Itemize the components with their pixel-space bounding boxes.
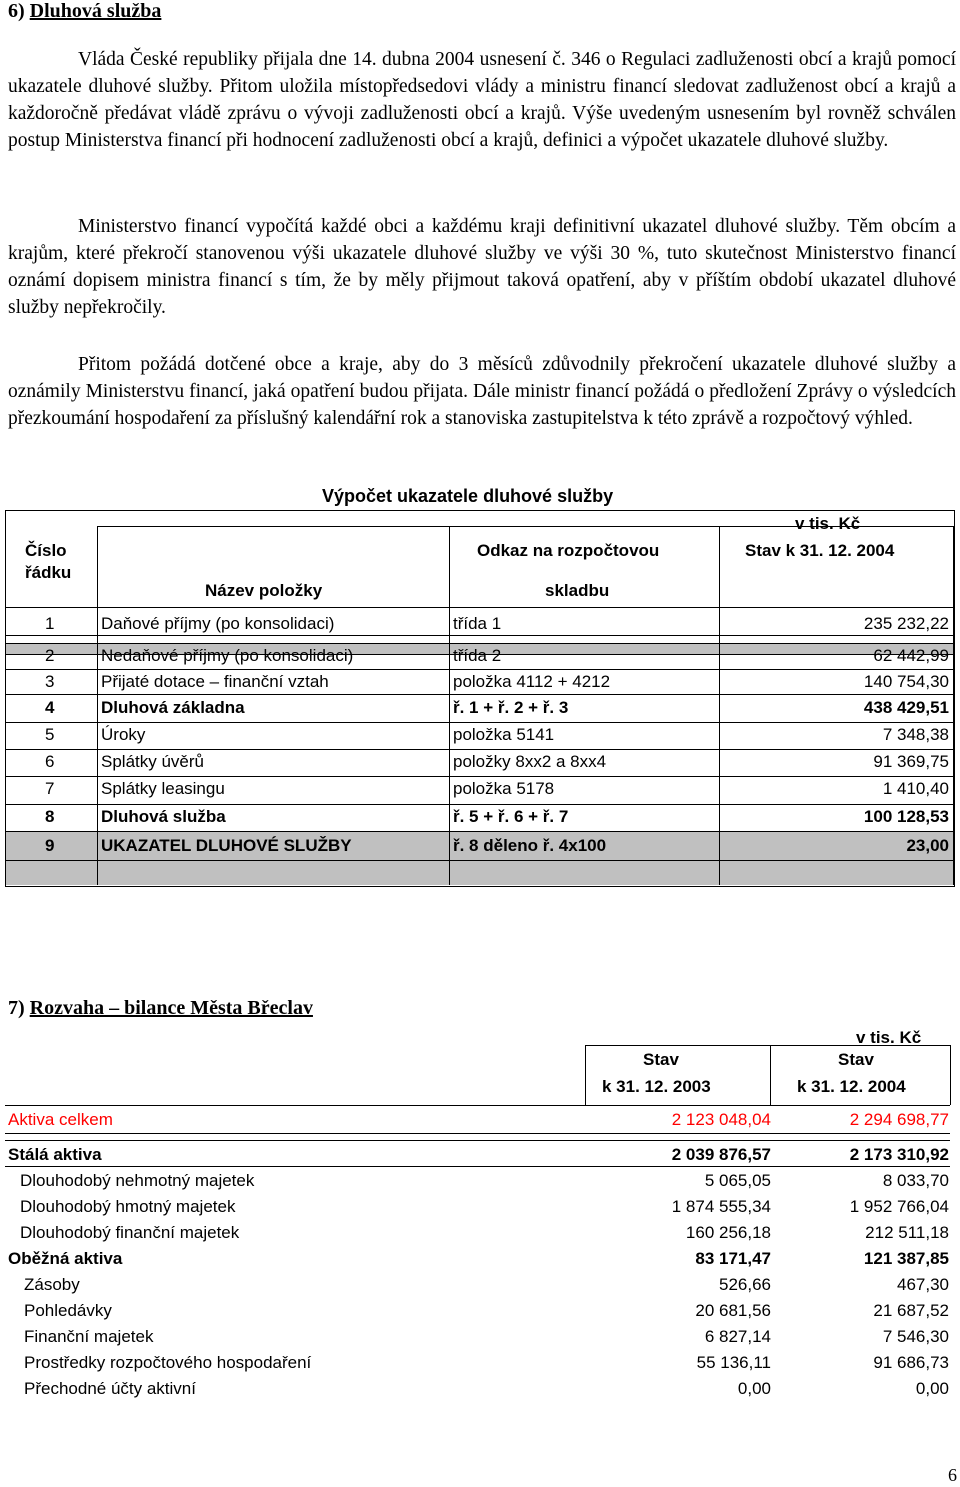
row-name: Dluhová služba xyxy=(101,807,226,826)
balance-table xyxy=(0,1040,960,1420)
row-value: 438 429,51 xyxy=(863,698,949,717)
col-line-4 xyxy=(953,526,954,885)
row-value: 62 442,99 xyxy=(873,646,949,665)
row-number: 4 xyxy=(45,698,55,717)
balance-row xyxy=(6,1246,951,1272)
row-number: 7 xyxy=(45,779,55,798)
balance-row-value-2004: 7 546,30 xyxy=(882,1327,949,1346)
header-top-line xyxy=(97,526,953,527)
balance-row-value-2003: 160 256,18 xyxy=(685,1223,771,1242)
paragraph-1: Vláda České republiky přijala dne 14. dubna 2004 usnesení č. 346 o Regulaci zadluženosti obcí a krajů pomocí ukazatele dluhové služby. Přitom uložila místopředsedovi vlády a ministru financí sledovat zadluženost obcí a krajů a každoročně předávat vládě zprávu o vývoji zadluženosti obcí a krajů. Výše uvedeným usnesením byl rovněž schválen postup Ministerstva financí při hodnocení zadluženosti obcí a krajů, definici a výpočet ukazatele dluhové služby. xyxy=(8,49,956,151)
balance-row-value-2003: 2 123 048,04 xyxy=(671,1110,771,1129)
row-reference: položka 4112 + 4212 xyxy=(453,672,611,691)
row-value: 91 369,75 xyxy=(873,752,949,771)
balance-row-label: Stálá aktiva xyxy=(8,1145,102,1164)
section-7-title: Rozvaha – bilance Města Břeclav xyxy=(29,997,313,1019)
section-7-heading xyxy=(8,997,313,1020)
page-number: 6 xyxy=(948,1465,957,1485)
row-reference: třída 2 xyxy=(453,646,502,665)
row-number: 3 xyxy=(45,672,55,691)
balance-col1-a: Stav xyxy=(643,1050,679,1069)
balance-col1-b: k 31. 12. 2003 xyxy=(602,1077,711,1096)
row-value: 1 410,40 xyxy=(882,779,949,798)
balance-row-value-2003: 6 827,14 xyxy=(704,1327,771,1346)
debt-table xyxy=(5,510,955,887)
row-number: 9 xyxy=(45,836,55,855)
balance-row-value-2004: 91 686,73 xyxy=(873,1353,949,1372)
balance-row xyxy=(6,1194,951,1220)
row-number: 8 xyxy=(45,807,55,826)
balance-row-value-2004: 212 511,18 xyxy=(865,1223,949,1242)
row-reference: ř. 5 + ř. 6 + ř. 7 xyxy=(453,807,569,826)
balance-row-label: Oběžná aktiva xyxy=(8,1249,123,1268)
row-reference: položky 8xx2 a 8xx4 xyxy=(453,752,607,771)
balance-row xyxy=(6,1376,951,1402)
balance-row-label: Dlouhodobý hmotný majetek xyxy=(20,1197,236,1216)
row-name: Úroky xyxy=(101,725,146,744)
balance-row-value-2004: 467,30 xyxy=(897,1275,949,1294)
header-state: Stav k 31. 12. 2004 xyxy=(745,541,895,560)
section-7-number: 7) xyxy=(8,997,25,1019)
row-name: Dluhová základna xyxy=(101,698,245,717)
row-value: 100 128,53 xyxy=(863,807,949,826)
row-number: 1 xyxy=(45,614,55,633)
balance-row xyxy=(6,1298,951,1324)
balance-row-value-2004: 21 687,52 xyxy=(873,1301,949,1320)
balance-row-value-2003: 526,66 xyxy=(719,1275,771,1294)
row-name: Přijaté dotace – finanční vztah xyxy=(101,672,329,691)
balance-row-label: Aktiva celkem xyxy=(8,1110,113,1129)
header-name: Název položky xyxy=(205,581,323,600)
row-value: 235 232,22 xyxy=(863,614,949,633)
row-reference: ř. 8 děleno ř. 4x100 xyxy=(453,836,607,855)
balance-row-label: Dlouhodobý nehmotný majetek xyxy=(20,1171,255,1190)
paragraph-2: Ministerstvo financí vypočítá každé obci a každému kraji definitivní ukazatel dluhové služby. Těm obcím a krajům, které překročí stanovenou výši ukazatele dluhové služby ve výši 30 %, tuto skutečnost Ministerstvo financí oznámí dopisem ministra financí s tím, že by měly přijmout taková opatření, aby v příštím období ukazatel dluhové služby nepřekročily. xyxy=(8,216,956,318)
balance-header-top xyxy=(585,1045,950,1046)
balance-row-value-2003: 20 681,56 xyxy=(695,1301,771,1320)
section-6-heading xyxy=(8,0,161,23)
row-value: 140 754,30 xyxy=(863,672,949,691)
row-reference: položka 5141 xyxy=(453,725,555,744)
row-name: Splátky leasingu xyxy=(101,779,225,798)
header-row-no-1: Číslo xyxy=(25,541,67,560)
header-bottom-line xyxy=(5,607,953,608)
row-name: Nedaňové příjmy (po konsolidaci) xyxy=(101,646,354,665)
balance-row-label: Finanční majetek xyxy=(24,1327,154,1346)
balance-row xyxy=(6,1220,951,1246)
row-value: 23,00 xyxy=(906,836,949,855)
row-number: 2 xyxy=(45,646,55,665)
row-name: Splátky úvěrů xyxy=(101,752,204,771)
header-ref-2: skladbu xyxy=(545,581,610,600)
balance-row xyxy=(6,1272,951,1298)
row-reference: položka 5178 xyxy=(453,779,555,798)
row-value: 7 348,38 xyxy=(882,725,949,744)
balance-row xyxy=(6,1142,951,1168)
balance-row-value-2003: 1 874 555,34 xyxy=(671,1197,771,1216)
row-name: Daňové příjmy (po konsolidaci) xyxy=(101,614,335,633)
balance-row-label: Prostředky rozpočtového hospodaření xyxy=(24,1353,312,1372)
debt-table-unit: v tis. Kč xyxy=(795,514,861,533)
balance-row-value-2004: 2 294 698,77 xyxy=(849,1110,949,1129)
balance-row-value-2003: 83 171,47 xyxy=(695,1249,771,1268)
balance-row xyxy=(6,1107,951,1133)
row-reference: ř. 1 + ř. 2 + ř. 3 xyxy=(453,698,569,717)
balance-row-value-2004: 8 033,70 xyxy=(882,1171,949,1190)
row-number: 5 xyxy=(45,725,55,744)
balance-row-value-2003: 5 065,05 xyxy=(704,1171,771,1190)
balance-row-value-2004: 1 952 766,04 xyxy=(849,1197,949,1216)
header-ref-1: Odkaz na rozpočtovou xyxy=(477,541,660,560)
balance-row-label: Přechodné účty aktivní xyxy=(24,1379,196,1398)
balance-row-value-2003: 55 136,11 xyxy=(696,1353,771,1372)
balance-row-value-2004: 0,00 xyxy=(915,1379,949,1398)
balance-row-label: Dlouhodobý finanční majetek xyxy=(20,1223,240,1242)
header-row-no-2: řádku xyxy=(25,563,72,582)
balance-row-label: Zásoby xyxy=(24,1275,80,1294)
balance-row xyxy=(6,1168,951,1194)
balance-row-value-2004: 121 387,85 xyxy=(863,1249,949,1268)
paragraph-3: Přitom požádá dotčené obce a kraje, aby do 3 měsíců zdůvodnily překročení ukazatele dluhové služby a oznámily Ministerstvu financí, jaká opatření budou přijata. Dále ministr financí požádá o předložení Zprávy o výsledcích přezkoumání hospodaření za příslušný kalendářní rok a stanoviska zastupitelstva k této zprávě a rozpočtový výhled. xyxy=(8,354,956,429)
balance-col2-a: Stav xyxy=(838,1050,874,1069)
balance-col2-b: k 31. 12. 2004 xyxy=(797,1077,906,1096)
balance-row-value-2004: 2 173 310,92 xyxy=(849,1145,949,1164)
section-6-number: 6) xyxy=(8,0,25,22)
balance-row xyxy=(6,1324,951,1350)
row-reference: třída 1 xyxy=(453,614,502,633)
row-number: 6 xyxy=(45,752,55,771)
balance-row-value-2003: 0,00 xyxy=(737,1379,771,1398)
balance-row-value-2003: 2 039 876,57 xyxy=(671,1145,771,1164)
row-name: UKAZATEL DLUHOVÉ SLUŽBY xyxy=(101,836,352,855)
debt-table-title: Výpočet ukazatele dluhové služby xyxy=(322,486,614,506)
balance-row-label: Pohledávky xyxy=(24,1301,112,1320)
section-6-title: Dluhová služba xyxy=(29,0,162,22)
balance-row xyxy=(6,1350,951,1376)
balance-unit: v tis. Kč xyxy=(856,1028,922,1047)
